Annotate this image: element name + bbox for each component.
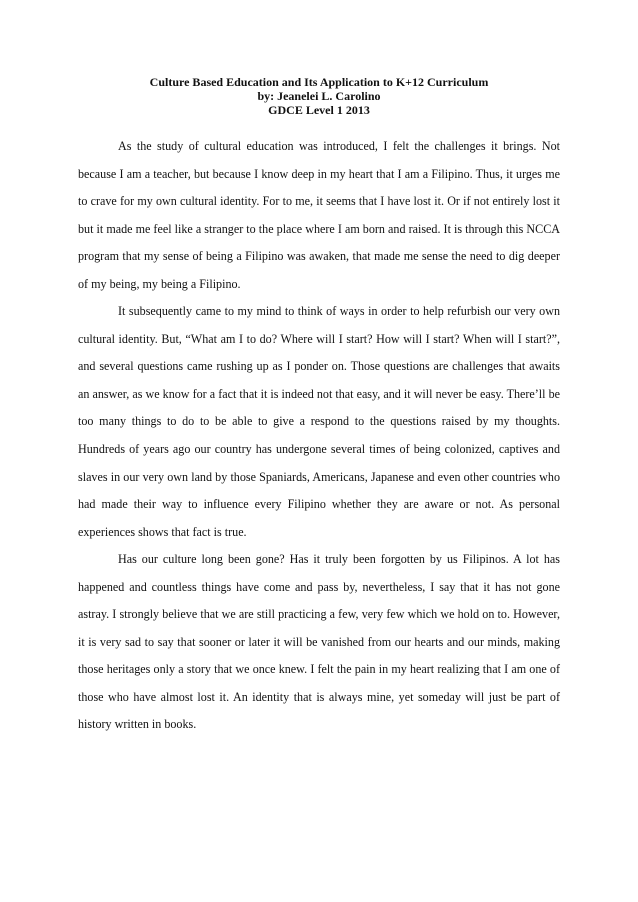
paragraph-2: It subsequently came to my mind to think of ways in order to help refurbish our very own cultural identity. But, “What am I to do? Where will I start? How will I start? When will I start?”, and several questions came rushing up as I ponder on. Those questions are challenges that awaits an answer, as we know for a fact that it is indeed not that easy, and it will never be easy. There’ll be too many things to do to be able to give a respond to the questions raised by my thoughts. Hundreds of years ago our country has undergone several times of being colonized, captives and slaves in our very own land by those Spaniards, Americans, Japanese and even other countries who had made their way to influence every Filipino whether they are aware or not. As personal experiences shows that fact is true.	[78, 304, 560, 539]
document-course: GDCE Level 1 2013	[268, 103, 370, 117]
document-title: Culture Based Education and Its Application to K+12 Curriculum	[149, 75, 489, 89]
paragraph-1: As the study of cultural education was introduced, I felt the challenges it brings. Not because I am a teacher, but because I know deep in my heart that I am a Filipino. Thus, it urges me to crave for my own cultural identity. For to me, it seems that I have lost it. Or if not entirely lost it but it made me feel like a stranger to the place where I am born and raised. It is through this NCCA program that my sense of being a Filipino was awaken, that made me sense the need to dig deeper of my being, my being a Filipino.	[78, 139, 560, 291]
document-header	[78, 75, 560, 117]
paragraph-3: Has our culture long been gone? Has it truly been forgotten by us Filipinos. A lot has happened and countless things have come and pass by, nevertheless, I say that it has not gone astray. I strongly believe that we are still practicing a few, very few which we hold on to. However, it is very sad to say that sooner or later it will be vanished from our hearts and our minds, making those heritages only a story that we once knew. I felt the pain in my heart realizing that I am one of those who have almost lost it. An identity that is always mine, yet someday will just be part of history written in books.	[78, 552, 560, 732]
document-body	[78, 133, 560, 739]
document-author: by: Jeanelei L. Carolino	[257, 89, 381, 103]
